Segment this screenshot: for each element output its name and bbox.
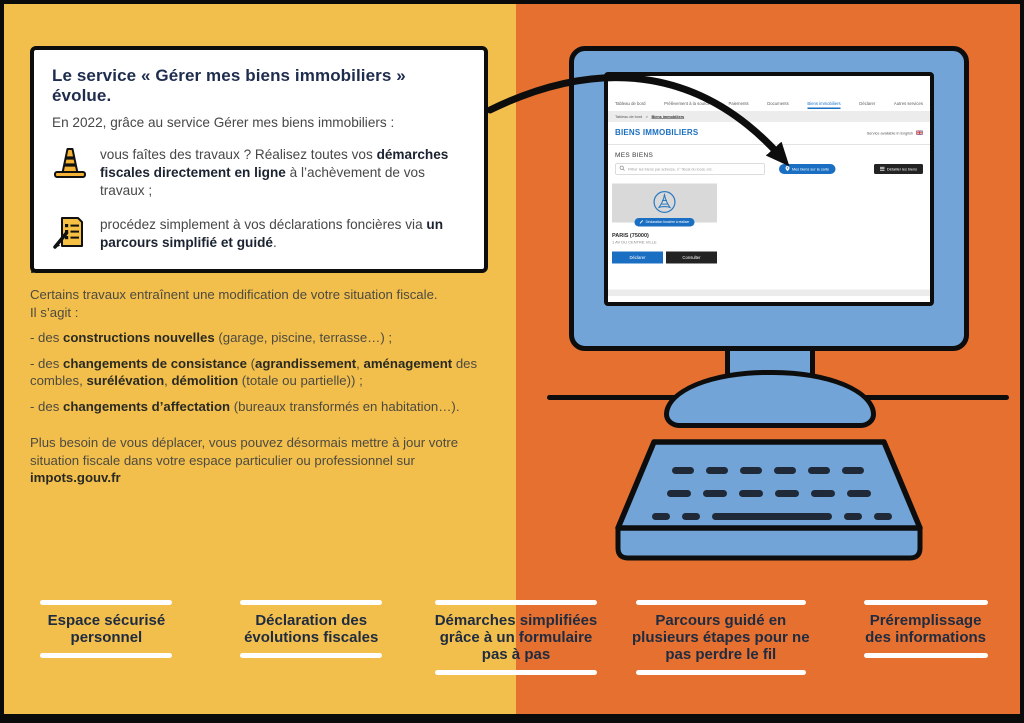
site-tab-bar xyxy=(608,101,930,111)
monitor-screen xyxy=(604,72,934,306)
uk-flag-icon xyxy=(916,130,923,136)
tab-prelevement-a-la-source[interactable]: Prélèvement à la source xyxy=(664,101,710,106)
footer-label: Parcours guidé en plusieurs étapes pour ne pas perdre le fil xyxy=(632,612,810,664)
bullet-travaux xyxy=(52,144,466,200)
checklist-pen-icon xyxy=(52,214,88,255)
underline-bar xyxy=(40,600,172,605)
underline-bar xyxy=(636,670,806,675)
footer-item-espace-securise xyxy=(4,600,209,675)
list-icon xyxy=(880,166,885,172)
tab-tableau-de-bord[interactable]: Tableau de bord xyxy=(615,101,646,106)
tab-paiements[interactable]: Paiements xyxy=(728,101,749,106)
bullet-declaration-text: procédez simplement à vos déclarations foncières via un parcours simplifié et guidé. xyxy=(100,216,444,250)
underline-bar xyxy=(636,600,806,605)
bullet-travaux-text: vous faîtes des travaux ? Réalisez toutes vos démarches fiscales directement en ligne à l’achèvement de vos travaux ; xyxy=(100,147,449,198)
traffic-cone-icon xyxy=(52,144,88,185)
toolbar xyxy=(608,164,930,175)
property-address: 1 AV DU CENTRE VILLE xyxy=(612,240,657,245)
map-view-button[interactable] xyxy=(779,164,836,174)
travaux-paragraph: Certains travaux entraînent une modification de votre situation fiscale. Il s’agit : xyxy=(30,287,438,320)
underline-bar xyxy=(40,653,172,658)
footer-label: Préremplissage des informations xyxy=(865,612,986,647)
keyboard xyxy=(602,436,936,577)
declare-button[interactable]: Déclarer xyxy=(612,252,663,264)
travaux-paragraph: - des changements de consistance (agrandissement, aménagement des combles, surélévation, démolition (totale ou partielle)) ; xyxy=(30,355,478,389)
search-input[interactable] xyxy=(628,167,761,172)
footer-label: Déclaration des évolutions fiscales xyxy=(244,612,379,647)
underline-bar xyxy=(240,653,382,658)
underline-bar xyxy=(435,600,597,605)
screen-footer-strip xyxy=(608,290,930,297)
consult-button[interactable]: Consulter xyxy=(666,252,717,264)
pencil-icon xyxy=(640,220,644,226)
list-view-button-label: Détailler les biens xyxy=(887,166,917,172)
property-card xyxy=(612,184,717,264)
breadcrumb xyxy=(608,111,930,122)
underline-bar xyxy=(864,653,988,658)
travaux-paragraph: - des constructions nouvelles (garage, piscine, terrasse…) ; xyxy=(30,330,393,346)
breadcrumb-current: Biens immobiliers xyxy=(651,114,685,119)
tab-documents[interactable]: Documents xyxy=(767,101,789,106)
search-icon xyxy=(620,165,626,174)
map-pin-icon xyxy=(786,166,790,172)
breadcrumb-home[interactable]: Tableau de bord xyxy=(615,114,643,119)
travaux-paragraph: Plus besoin de vous déplacer, vous pouvez désormais mettre à jour votre situation fiscale dans votre espace particulier ou professionnel sur impots.gouv.fr xyxy=(30,435,459,486)
service-intro: En 2022, grâce au service Gérer mes biens immobiliers : xyxy=(52,115,395,130)
list-view-button[interactable] xyxy=(874,164,923,174)
travaux-paragraph: - des changements d’affectation (bureaux transformés en habitation…). xyxy=(30,398,460,414)
monument-icon xyxy=(652,189,677,217)
breadcrumb-separator: > xyxy=(645,114,648,119)
declaration-status-label: Déclaration foncière à réaliser xyxy=(645,220,690,224)
service-info-box xyxy=(30,46,488,273)
footer-item-parcours-guide xyxy=(618,600,823,675)
underline-bar xyxy=(864,600,988,605)
search-box xyxy=(615,164,765,175)
footer-item-preremplissage xyxy=(823,600,1024,675)
travaux-section xyxy=(30,260,496,487)
website-mock xyxy=(608,76,930,302)
footer-item-declaration-evolutions xyxy=(209,600,414,675)
declaration-status-badge[interactable] xyxy=(635,218,695,227)
tab-declarer[interactable]: Déclarer xyxy=(859,101,876,106)
property-thumbnail xyxy=(612,184,717,223)
underline-bar xyxy=(240,600,382,605)
page-title: BIENS IMMOBILIERS xyxy=(615,128,699,137)
section-title: MES BIENS xyxy=(615,151,654,159)
benefits-footer xyxy=(4,600,1024,675)
tab-autres-services[interactable]: Autres services xyxy=(893,101,923,106)
underline-bar xyxy=(435,670,597,675)
bullet-declaration xyxy=(52,214,466,255)
property-city: PARIS (75000) xyxy=(612,232,649,239)
footer-item-demarches-simplifiees xyxy=(414,600,619,675)
tab-biens-immobiliers[interactable]: Biens immobiliers xyxy=(807,101,840,109)
map-view-button-label: Mes biens sur la carte xyxy=(792,166,830,172)
footer-label: Démarches simplifiées grâce à un formulaire pas à pas xyxy=(434,612,598,664)
service-title: Le service « Gérer mes biens immobiliers » évolue. xyxy=(52,66,406,105)
footer-label: Espace sécurisé personnel xyxy=(47,612,166,647)
language-note-label: Service available in English xyxy=(866,130,913,136)
language-note[interactable] xyxy=(867,130,923,136)
